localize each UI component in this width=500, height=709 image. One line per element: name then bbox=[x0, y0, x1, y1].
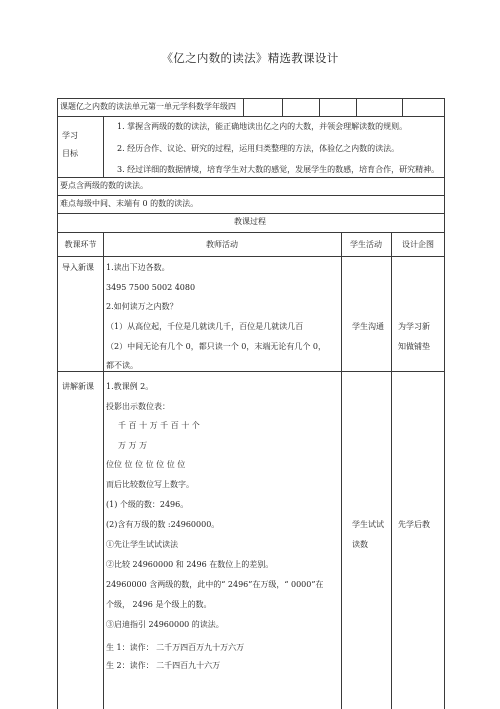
header-cell-divider-2 bbox=[282, 98, 283, 116]
teacher-line: （2）中间无论有几个 0，都只读一个 0，末端无论有几个 0， bbox=[106, 342, 326, 351]
column-divider-teacher bbox=[341, 232, 342, 709]
table-border-right bbox=[444, 98, 445, 709]
table-border-top bbox=[57, 98, 445, 99]
stage-label: 导入新课 bbox=[62, 263, 94, 272]
teacher-line: 2.如何读万之内数？ bbox=[106, 302, 178, 311]
teacher-line: 生 1：读作： 二千万四百万九十万六万 bbox=[106, 643, 245, 652]
row-divider-key bbox=[57, 195, 445, 196]
column-divider-student bbox=[391, 232, 392, 709]
teacher-line: ①先让学生试试读法 bbox=[106, 540, 178, 549]
row-divider-process bbox=[57, 232, 445, 233]
objective-item: 3. 经过详细的数据情境，培育学生对大数的感觉，发展学生的数感，培育合作，研究精神。 bbox=[117, 165, 440, 174]
row-divider-difficult bbox=[57, 213, 445, 214]
teacher-line: 生 2：读作： 二千四百九十六万 bbox=[106, 661, 221, 670]
place-value-row: 万 万 万 bbox=[118, 441, 148, 450]
header-cell-divider-1 bbox=[243, 98, 244, 116]
teacher-line: 而后比较数位写上数字。 bbox=[106, 480, 194, 489]
teacher-line: 24960000 含两级的数，此中的“ 2496”在万级，“ 0000”在 bbox=[106, 580, 324, 589]
teacher-line: 3495 7500 5002 4080 bbox=[106, 283, 196, 292]
difficult-point-cell: 难点每级中间、末端有 0 的数的读法。 bbox=[60, 199, 199, 208]
table-border-left bbox=[57, 98, 58, 709]
place-value-row: 千 百 十 万 千 百 十 个 bbox=[118, 421, 200, 430]
column-divider-stage bbox=[103, 232, 104, 709]
column-header-teacher: 教师活动 bbox=[206, 240, 238, 249]
objectives-label-divider bbox=[103, 116, 104, 177]
process-heading: 教课过程 bbox=[234, 217, 266, 226]
column-header-student: 学生活动 bbox=[350, 240, 382, 249]
place-value-row: 位位 位 位 位 位 位 位 bbox=[106, 460, 186, 469]
objectives-label: 学习 bbox=[62, 131, 78, 140]
objective-item: 1. 掌握含两级的数的读法，能正确地读出亿之内的大数，并领会理解读数的规则。 bbox=[117, 122, 408, 131]
student-activity: 学生沟通 bbox=[352, 322, 384, 331]
design-intent: 知做铺垫 bbox=[398, 342, 430, 351]
page-title: 《亿之内数的读法》精选教课设计 bbox=[161, 51, 339, 65]
teacher-line: (2)含有万级的数 :24960000。 bbox=[106, 520, 220, 529]
teacher-line: （1）从高位起，千位是几就读几千，百位是几就读几百 bbox=[106, 322, 304, 331]
column-header-stage: 教课环节 bbox=[64, 240, 97, 249]
design-intent: 为学习新 bbox=[398, 322, 430, 331]
objective-item: 2. 经历合作、议论、研究的过程，运用归类整理的方法，体验亿之内数的读法。 bbox=[117, 144, 400, 153]
teacher-line: 都不读。 bbox=[106, 361, 138, 370]
student-activity: 读数 bbox=[352, 540, 368, 549]
row-divider-section1 bbox=[57, 371, 445, 372]
row-divider-columns bbox=[57, 256, 445, 257]
row-divider-objectives bbox=[57, 177, 445, 178]
objectives-label: 目标 bbox=[62, 149, 78, 158]
key-point-cell: 要点含两级的数的读法。 bbox=[60, 181, 148, 190]
teacher-line: ③启迪指引 24960000 的读法。 bbox=[106, 620, 224, 629]
teacher-line: ②比较 24960000 和 2496 在数位上的差别。 bbox=[106, 560, 274, 569]
teacher-line: 1.教课例 2。 bbox=[106, 382, 154, 391]
teacher-line: 个级， 2496 是个级上的数。 bbox=[106, 600, 212, 609]
header-cell-divider-3 bbox=[319, 98, 320, 116]
row-divider-header bbox=[57, 116, 445, 117]
column-header-intent: 设计企图 bbox=[402, 240, 434, 249]
header-cell-divider-4 bbox=[356, 98, 357, 116]
teacher-line: 投影出示数位表： bbox=[106, 402, 170, 411]
header-cell-divider-5 bbox=[402, 98, 403, 116]
teacher-line: (1) 个级的数：2496。 bbox=[106, 500, 189, 509]
teacher-line: 1.读出下边各数。 bbox=[106, 263, 170, 272]
student-activity: 学生试试 bbox=[352, 520, 384, 529]
stage-label: 讲解新课 bbox=[62, 382, 94, 391]
lesson-header-cell: 课题亿之内数的读法单元第一单元学科数学年级四 bbox=[60, 102, 236, 111]
design-intent: 先学后教 bbox=[398, 520, 430, 529]
